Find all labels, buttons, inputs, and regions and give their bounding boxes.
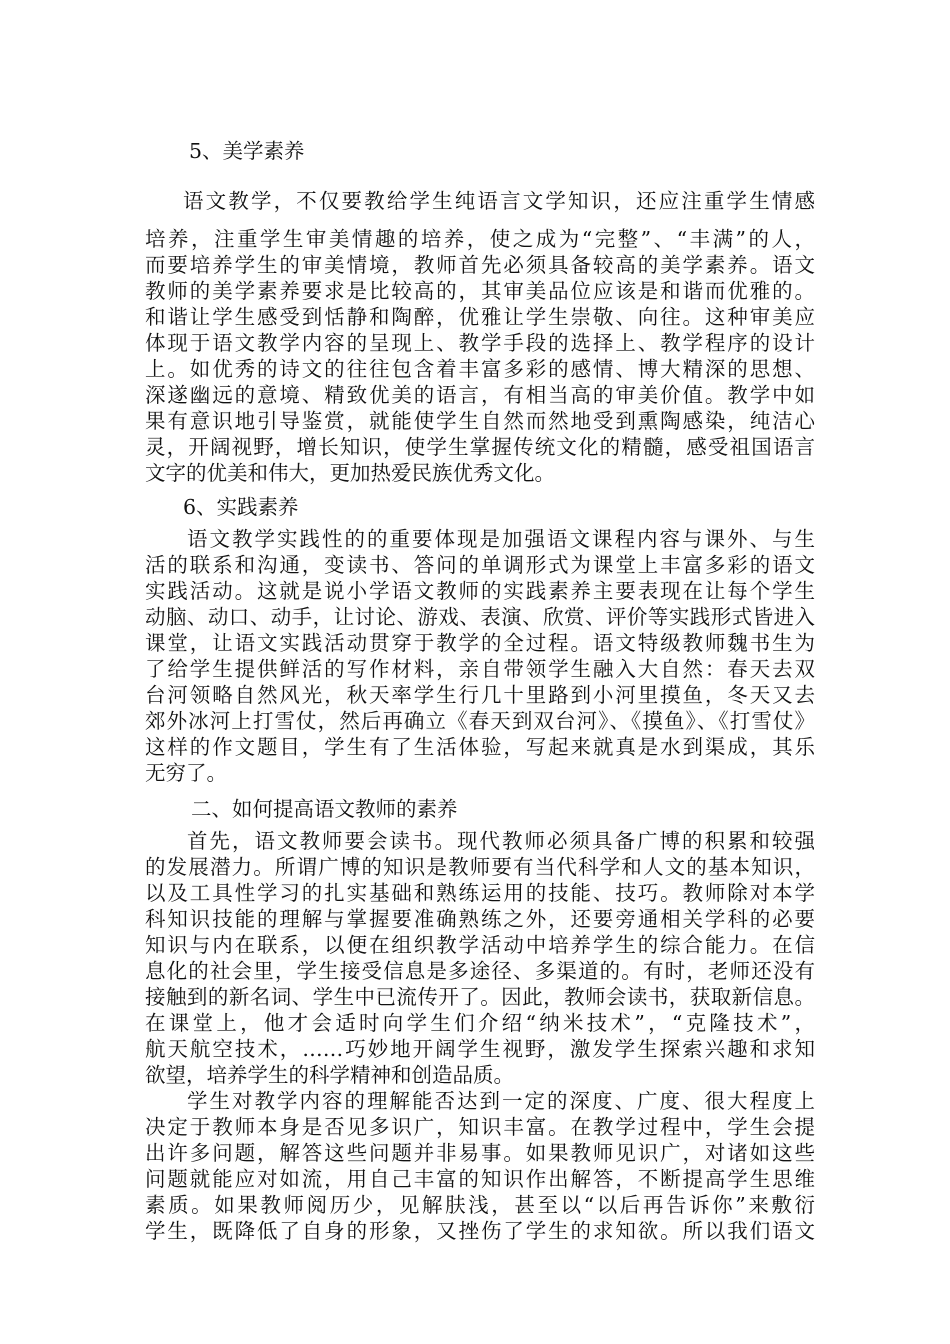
text-line: 航天航空技术，……巧妙地开阔学生视野，激发学生探索兴趣和求知 (145, 1037, 815, 1061)
text-line: 接触到的新名词、学生中已流传开了。因此，教师会读书，获取新信息。 (145, 985, 815, 1009)
text-line: 上。如优秀的诗文的往往包含着丰富多彩的感情、博大精深的思想、 (145, 357, 815, 381)
text-line: 了给学生提供鲜活的写作材料，亲自带领学生融入大自然：春天去双 (145, 657, 815, 681)
text-line: 的发展潜力。所谓广博的知识是教师要有当代科学和人文的基本知识， (145, 855, 815, 879)
paragraph-practice (145, 526, 815, 786)
section-heading-improve: 二、如何提高语文教师的素养 (191, 797, 458, 821)
section-heading-aesthetic: 5、美学素养 (189, 139, 305, 163)
text-line: 息化的社会里，学生接受信息是多途径、多渠道的。有时，老师还没有 (145, 959, 815, 983)
document-body (145, 130, 815, 1244)
text-line: 出许多问题，解答这些问题并非易事。如果教师见识广，对诸如这些 (145, 1141, 815, 1165)
text-line: 无穷了。 (145, 761, 227, 785)
text-line: 学生，既降低了自身的形象，又挫伤了学生的求知欲。所以我们语文 (145, 1219, 815, 1243)
text-line: 这样的作文题目，学生有了生活体验，写起来就真是水到渠成，其乐 (145, 735, 815, 759)
text-line: 深遂幽远的意境、精致优美的语言，有相当高的审美价值。教学中如 (145, 383, 815, 407)
text-line: 灵，开阔视野，增长知识，使学生掌握传统文化的精髓，感受祖国语言 (145, 435, 815, 459)
text-line: 台河领略自然风光，秋天率学生行几十里路到小河里摸鱼，冬天又去 (145, 683, 815, 707)
paragraph-knowledge (145, 1088, 815, 1244)
text-line: 知识与内在联系，以便在组织教学活动中培养学生的综合能力。在信 (145, 933, 815, 957)
text-line: 体现于语文教学内容的呈现上、教学手段的选择上、教学程序的设计 (145, 331, 815, 355)
text-line: 首先，语文教师要会读书。现代教师必须具备广博的积累和较强 (187, 829, 815, 853)
text-line: 学生对教学内容的理解能否达到一定的深度、广度、很大程度上 (187, 1089, 815, 1113)
text-line: 科知识技能的理解与掌握要准确熟练之外，还要旁通相关学科的必要 (145, 907, 815, 931)
text-line: 而要培养学生的审美情境，教师首先必须具备较高的美学素养。语文 (145, 253, 815, 277)
text-line: 实践活动。这就是说小学语文教师的实践素养主要表现在让每个学生 (145, 579, 815, 603)
text-line: 动脑、动口、动手，让讨论、游戏、表演、欣赏、评价等实践形式皆进入 (145, 605, 815, 629)
text-line: 语文教学实践性的的重要体现是加强语文课程内容与课外、与生 (187, 527, 815, 551)
text-line: 和谐让学生感受到恬静和陶醉，优雅让学生崇敬、向往。这种审美应 (145, 305, 815, 329)
text-line: 活的联系和沟通，变读书、答问的单调形式为课堂上丰富多彩的语文 (145, 553, 815, 577)
text-line: 语文教学，不仅要教给学生纯语言文学知识，还应注重学生情感 (183, 189, 815, 213)
text-line: 欲望，培养学生的科学精神和创造品质。 (145, 1063, 514, 1087)
text-line: 教师的美学素养要求是比较高的，其审美品位应该是和谐而优雅的。 (145, 279, 815, 303)
text-line: 以及工具性学习的扎实基础和熟练运用的技能、技巧。教师除对本学 (145, 881, 815, 905)
text-line: 素质。如果教师阅历少，见解肤浅，甚至以“以后再告诉你”来敷衍 (145, 1193, 815, 1217)
section-heading-practice: 6、实践素养 (183, 495, 299, 519)
text-line: 果有意识地引导鉴赏，就能使学生自然而然地受到熏陶感染，纯洁心 (145, 409, 815, 433)
text-line: 课堂，让语文实践活动贯穿于教学的全过程。语文特级教师魏书生为 (145, 631, 815, 655)
text-line: 在课堂上，他才会适时向学生们介绍“纳米技术”，“克隆技术”， (145, 1011, 815, 1035)
text-line: 培养，注重学生审美情趣的培养，使之成为“完整”、“丰满”的人， (145, 227, 815, 251)
paragraph-reading (145, 828, 815, 1088)
text-line: 文字的优美和伟大，更加热爱民族优秀文化。 (145, 461, 555, 485)
text-line: 郊外冰河上打雪仗，然后再确立《春天到双台河》、《摸鱼》、《打雪仗》 (145, 709, 815, 733)
text-line: 决定于教师本身是否见多识广，知识丰富。在教学过程中，学生会提 (145, 1115, 815, 1139)
text-line: 问题就能应对如流，用自己丰富的知识作出解答，不断提高学生思维 (145, 1167, 815, 1191)
paragraph-aesthetic (145, 188, 815, 486)
